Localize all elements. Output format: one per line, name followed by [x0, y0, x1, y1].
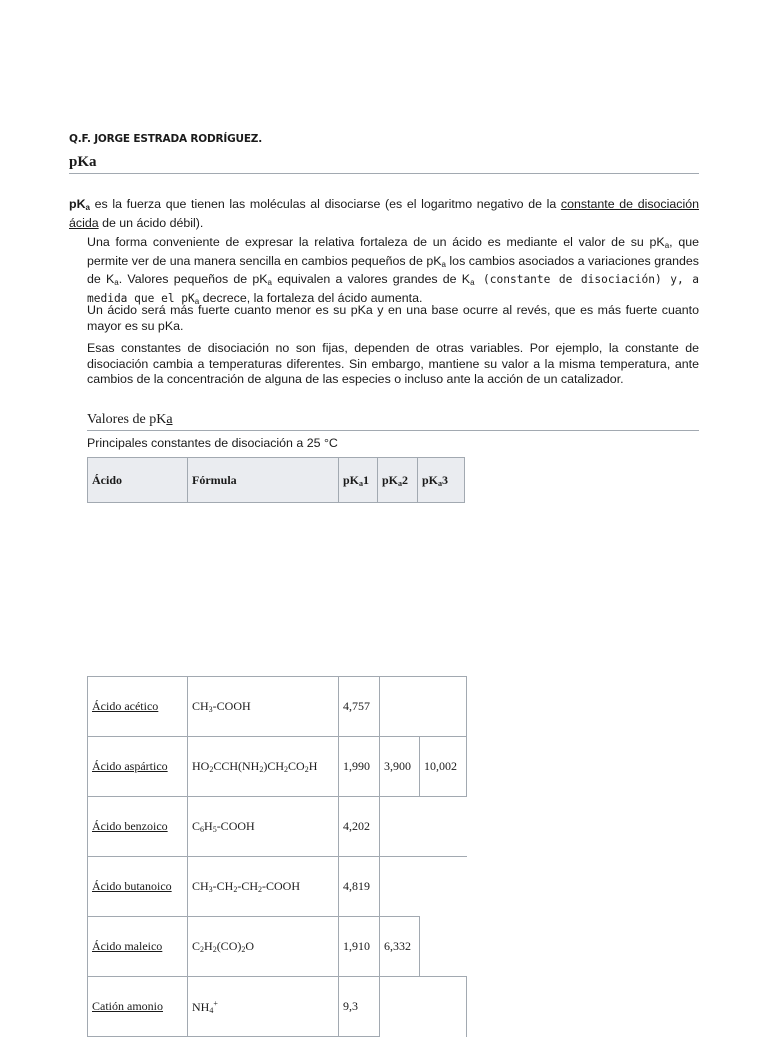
p2-t5: equivalen a valores grandes de K: [272, 272, 471, 286]
link-acido-benzoico[interactable]: Ácido benzoico: [92, 819, 168, 833]
link-acido-acetico[interactable]: Ácido acético: [92, 699, 159, 713]
p2-sub: a: [470, 278, 475, 287]
p2-sub: a: [194, 296, 200, 306]
intro-text-end: de un ácido débil).: [98, 215, 204, 230]
pk3-sub: a: [438, 478, 443, 488]
empty-cell: [380, 797, 467, 857]
paragraph-acido-base: Un ácido será más fuerte cuanto menor es su pKa y en una base ocurre al revés, que es más fuerte cuanto mayor es su pKa.: [87, 303, 699, 333]
paragraph-fortaleza: [87, 235, 699, 309]
formula-cell: HO2CCH(NH2)CH2CO2H: [188, 737, 339, 797]
pk3-post: 3: [442, 472, 449, 487]
pka2-value: 6,332: [380, 917, 420, 977]
table-row: [88, 977, 467, 1037]
section-heading-valores: [87, 412, 699, 431]
p2-sub: a: [664, 241, 670, 250]
p2-t6: (constante de disociación) y, a medida que el pK: [87, 273, 699, 305]
pka2-value: 3,900: [380, 737, 420, 797]
pk3-pre: pK: [422, 472, 439, 487]
col-pka1: [339, 458, 378, 503]
pk2-post: 2: [402, 472, 409, 487]
pk1-post: 1: [363, 472, 370, 487]
pk2-sub: a: [398, 478, 403, 488]
p2-t7: decrece, la fortaleza del ácido aumenta.: [199, 290, 423, 305]
p2-t3: los cambios asociados a variaciones grandes de K: [87, 253, 699, 286]
empty-cell: [380, 977, 467, 1037]
pka-table-body: [87, 676, 467, 1037]
pka1-value: 4,819: [339, 857, 380, 917]
pka1-value: 1,990: [339, 737, 380, 797]
p2-t2: , que permite ver de una manera sencilla en cambios pequeños de pK: [87, 235, 699, 268]
p2-sub: a: [441, 259, 446, 269]
col-pka3: [418, 458, 465, 503]
pka1-value: 9,3: [339, 977, 380, 1037]
pk1-pre: pK: [343, 472, 360, 487]
p2-sub: a: [114, 278, 119, 287]
link-constante-disociacion[interactable]: constante de disociación ácida: [69, 197, 699, 230]
pka1-value: 4,202: [339, 797, 380, 857]
pka3-value: 10,002: [420, 737, 467, 797]
subheading-main: Valores de pK: [87, 412, 167, 427]
pk1-sub: a: [359, 478, 364, 488]
term-pk: pK: [69, 197, 86, 211]
empty-cell: [380, 677, 467, 737]
pka1-value: 1,910: [339, 917, 380, 977]
link-acido-maleico[interactable]: Ácido maleico: [92, 939, 163, 953]
pk2-pre: pK: [382, 472, 399, 487]
table-row: [88, 677, 467, 737]
intro-paragraph: [69, 197, 699, 231]
col-formula: Fórmula: [188, 458, 339, 503]
table-caption: Principales constantes de disociación a 25 °C: [87, 436, 338, 450]
term-pk-sub: a: [85, 203, 90, 212]
intro-text: es la fuerza que tienen las moléculas al disociarse (es el logaritmo negativo de la: [89, 197, 561, 211]
author-name: Q.F. JORGE ESTRADA RODRÍGUEZ.: [69, 133, 262, 145]
formula-cell: CH3-CH2-CH2-COOH: [188, 857, 339, 917]
subheading-tail[interactable]: a: [166, 412, 173, 427]
link-cation-amonio[interactable]: Catión amonio: [92, 999, 163, 1013]
empty-cell: [420, 917, 467, 977]
page-title: pKa: [69, 154, 699, 174]
paragraph-variables: Esas constantes de disociación no son fijas, dependen de otras variables. Por ejemplo, la constante de disociación cambia a temperaturas diferentes. Sin embargo, mantiene su valor a la misma temperatura, ante cambios de la concentración de alguna de las especies o incluso ante la acción de un catalizador.: [87, 341, 699, 386]
formula-cell: C2H2(CO)2O: [188, 917, 339, 977]
p2-sub: a: [267, 278, 272, 287]
formula-cell: NH4+: [188, 977, 339, 1037]
table-row: [88, 917, 467, 977]
pka-table-header: [87, 457, 465, 503]
p2-t4: . Valores pequeños de pK: [118, 272, 268, 286]
link-acido-butanoico[interactable]: Ácido butanoico: [92, 879, 172, 893]
table-row: [88, 797, 467, 857]
table-row: [88, 857, 467, 917]
table-row: [88, 737, 467, 797]
link-acido-aspartico[interactable]: Ácido aspártico: [92, 759, 168, 773]
formula-cell: CH3-COOH: [188, 677, 339, 737]
empty-cell: [380, 857, 467, 917]
formula-cell: C6H5-COOH: [188, 797, 339, 857]
pka1-value: 4,757: [339, 677, 380, 737]
header-row: [88, 458, 465, 503]
p2-t1: Una forma conveniente de expresar la relativa fortaleza de un ácido es mediante el valor de su pK: [87, 235, 665, 249]
col-pka2: [378, 458, 418, 503]
col-acido: Ácido: [88, 458, 188, 503]
